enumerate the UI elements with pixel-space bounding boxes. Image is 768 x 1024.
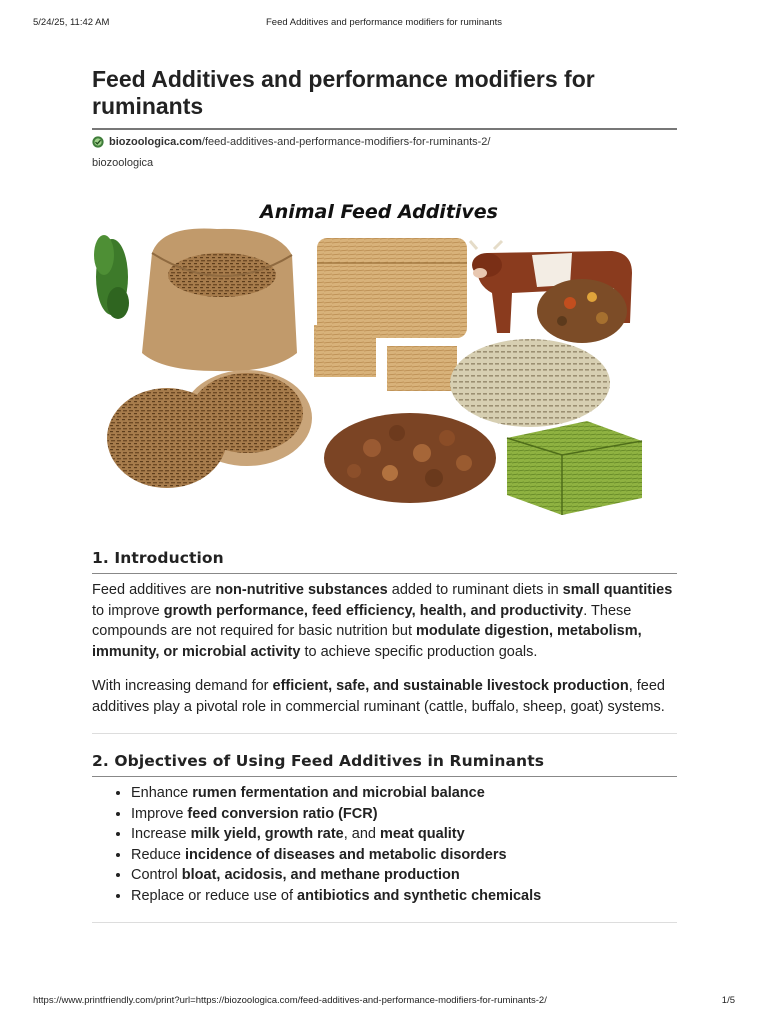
print-footer [33,995,735,1006]
section-heading-introduction: 1. Introduction [92,549,224,567]
list-item: • Increase milk yield, growth rate, and meat quality [131,824,677,845]
print-source-url[interactable]: https://www.printfriendly.com/print?url=https://biozoologica.com/feed-additives-and-performance-modifiers-for-ruminants-2/ [33,995,547,1006]
print-doc-title: Feed Additives and performance modifiers for ruminants [265,17,503,28]
list-item: • Replace or reduce use of antibiotics and synthetic chemicals [131,886,677,907]
article-title: Feed Additives and performance modifiers for ruminants [92,66,595,119]
source-link[interactable] [92,136,677,148]
kibble-pile [324,413,496,503]
list-item: • Control bloat, acidosis, and methane production [131,865,677,886]
page-number: 1/5 [721,995,735,1006]
section-heading-objectives: 2. Objectives of Using Feed Additives in Ruminants [92,752,545,770]
introduction-paragraph-2: With increasing demand for efficient, safe, and sustainable livestock production, feed additives play a pivotal role in commercial ruminant (cattle, buffalo, sheep, goat) systems. [92,678,665,715]
source-path[interactable]: /feed-additives-and-performance-modifiers-for-ruminants-2/ [201,136,491,148]
feed-additives-image [92,193,677,525]
pellet-pile [107,388,227,488]
list-item: • Enhance rumen fermentation and microbial balance [131,783,677,804]
source-domain[interactable]: biozoologica.com [109,136,202,148]
list-item: • Improve feed conversion ratio (FCR) [131,804,677,825]
herb-leaves [94,235,129,319]
list-item: • Reduce incidence of diseases and metabolic disorders [131,845,677,866]
print-datetime: 5/24/25, 11:42 AM [33,17,110,28]
section-divider [92,776,677,777]
section-separator [92,922,677,923]
feed-sack [142,229,297,372]
introduction-paragraph-1: Feed additives are non-nutritive substances added to ruminant diets in small quantities to improve growth performance, feed efficiency, health, and productivity. These compounds are not required for basic nutrition but modulate digestion, metabolism, immunity, or microbial activity to achieve specific production goals. [92,582,673,660]
figure-caption: Animal Feed Additives [260,201,498,223]
light-pellet-pile [450,339,610,427]
hay-block-small [387,346,457,391]
section-divider [92,573,677,574]
site-favicon-icon [92,136,104,148]
article-content [92,66,677,923]
hay-bale-large [317,238,467,338]
alfalfa-bale [507,421,642,515]
hay-block-small [314,325,376,377]
objectives-list [92,783,677,906]
mixed-feed-pile [537,279,627,343]
title-divider [92,128,677,130]
section-separator [92,733,677,734]
feed-additives-illustration [92,193,677,525]
site-name: biozoologica [92,157,154,169]
